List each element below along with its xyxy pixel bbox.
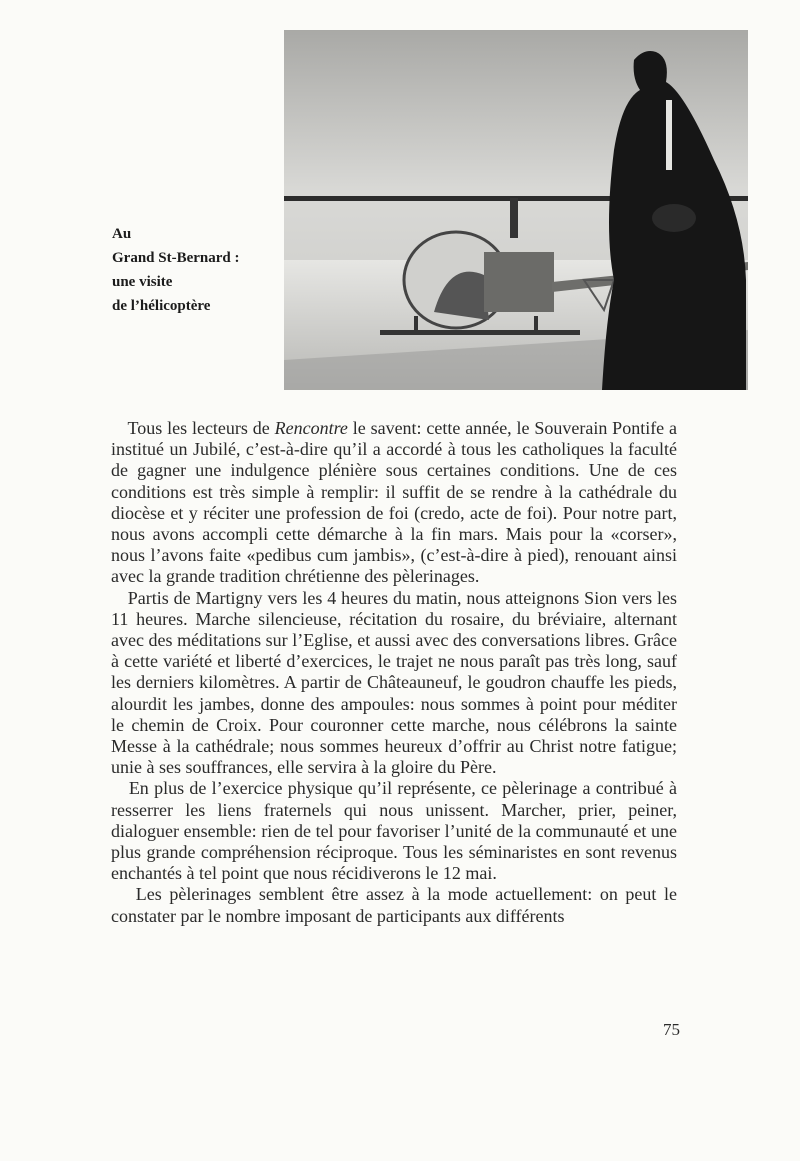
photo-caption [112,222,272,318]
article-body [111,418,677,927]
caption-line: de l’hélicoptère [112,298,211,314]
paragraph-text: Tous les lecteurs de [127,418,275,438]
paragraph-text: Partis de Martigny vers les 4 heures du matin, nous atteignons Sion vers les 11 heures. Marche silencieuse, récitation du rosaire, du bréviaire, alternant avec des méditations sur l’Eglise, et aussi avec des conversations libres. Grâce à cette variété et liberté d’exercices, le trajet ne nous paraît pas très long, sauf les derniers kilomètres. A partir de Châteauneuf, le goudron chauffe les pieds, alourdit les jambes, donne des ampoules: nous sommes à point pour méditer le chemin de Croix. Pour couronner cette marche, nous célébrons la sainte Messe à la cathédrale; nous sommes heureux d’offrir au Christ notre fatigue; unie à ses souffrances, elle servira à la gloire du Père. [111,587,677,778]
caption-line: Au [112,226,132,242]
paragraph-text: Les pèlerinages semblent être assez à la mode actuellement: on peut le constater par le nombre imposant de participants aux différents [111,884,677,926]
page-number: 75 [663,1020,680,1039]
magazine-title: Rencontre [274,418,348,438]
paragraph-text: le savent: cette année, le Souverain Pontife a institué un Jubilé, c’est-à-dire qu’il a accordé à tous les catholiques la faculté de gagner une indulgence plénière sous certaines conditions. Une de ces conditions est très simple à remplir: il suffit de se rendre à la cathédrale du diocèse et y réciter une profession de foi (credo, acte de foi). Pour notre part, nous avons accompli cette démarche à la fin mars. Mais pour la «corser», nous l’avons faite «pedibus cum jambis», (c’est-à-dire à pied), renouant ainsi avec la grande tradition chrétienne des pèlerinages. [111,418,678,587]
paragraph [111,884,677,926]
helicopter-photo [284,30,748,390]
caption-line: une visite [112,274,173,290]
paragraph [111,418,677,588]
paragraph [111,588,677,779]
paragraph-text: En plus de l’exercice physique qu’il représente, ce pèlerinage a contribué à resserrer les liens fraternels qui nous unissent. Marcher, prier, peiner, dialoguer ensemble: rien de tel pour favoriser l’unité de la communauté et une plus grande compréhension réciproque. Tous les séminaristes en sont revenus enchantés à tel point que nous récidiverons le 12 mai. [111,778,678,884]
caption-line: Grand St-Bernard : [112,250,240,266]
paragraph [111,778,677,884]
